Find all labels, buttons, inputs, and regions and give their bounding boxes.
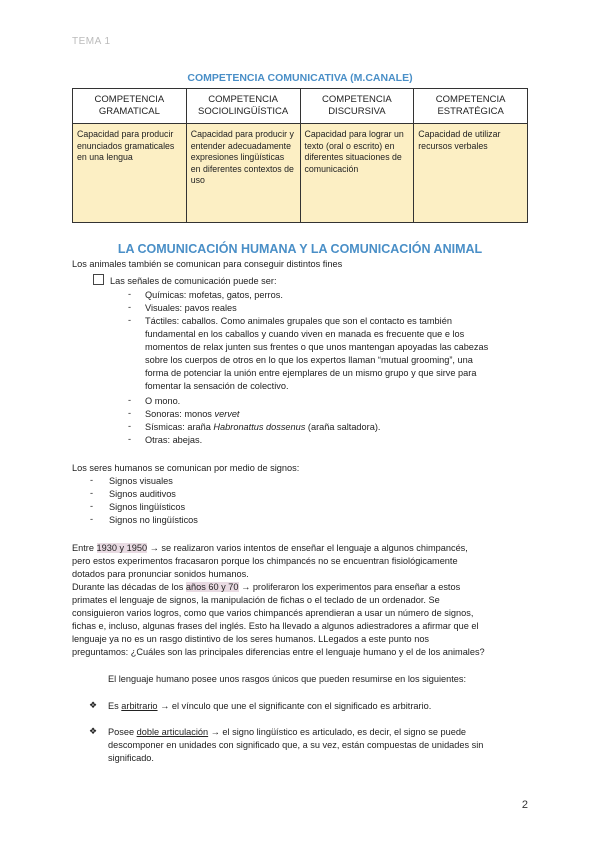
list-item-tactiles: Táctiles: caballos. Como animales grupales que son el contacto es también fundamental en los caballos y cuando viven en manada es frecuente que e los momentos de relax junten sus frentes o que unos mantengan apoyadas las cabezas sobre los cuerpos de otros en lo que los expertos llaman “mutual grooming”, una forma de potenciar la unión entre ejemplares de un mismo grupo y que sirve para fomentar la sensación de colectivo. xyxy=(145,316,489,391)
table-header-cell: COMPETENCIA DISCURSIVA xyxy=(300,89,414,124)
competence-table-title: COMPETENCIA COMUNICATIVA (M.CANALE) xyxy=(187,72,413,84)
table-cell: Capacidad de utilizar recursos verbales xyxy=(414,124,528,223)
list-bullet: - xyxy=(128,434,132,444)
paragraph-60s: Durante las décadas de los años 60 y 70 → proliferaron los experimentos para enseñar a estos primates el lenguaje de signos, la manipulación de fichas o el teclado de un ordenador. Se consiguieron varios logros, como que varios chimpancés aprendieran a usar un número de signos, fichas e, incluso, algunas frases del inglés. Esto ha llevado a algunos adiestradores a afirmar que el lenguaje ya no es un rasgo distintivo de los seres humanos. LLegados a este punto nos preguntamos: ¿Cuáles son las principales diferencias entre el lenguaje humano y el de los animales? xyxy=(72,582,485,657)
checkbox[interactable] xyxy=(93,274,104,285)
table-header-cell: COMPETENCIA GRAMATICAL xyxy=(73,89,187,124)
list-bullet: - xyxy=(128,315,132,325)
intro-text: Los animales también se comunican para conseguir distintos fines xyxy=(72,259,343,269)
list-bullet: - xyxy=(128,421,132,431)
list-item: O mono. xyxy=(145,396,181,406)
list-bullet: - xyxy=(128,395,132,405)
highlight: 1930 y 1950 xyxy=(96,543,148,553)
page-number: 2 xyxy=(521,799,528,811)
paragraph-1930: Entre 1930 y 1950 → se realizaron varios intentos de enseñar el lenguaje a algunos chimpancés, pero estos experimentos fracasaron porque los chimpancés no se encuentran fisiológicamente dotados para pronunciar sonidos humanos. xyxy=(72,543,468,579)
rasgos-intro: El lenguaje humano posee unos rasgos únicos que pueden resumirse en los siguientes: xyxy=(108,674,467,684)
checkbox-item[interactable] xyxy=(93,274,277,288)
list-bullet: - xyxy=(90,501,94,511)
list-bullet: - xyxy=(128,302,132,312)
table-header-cell: COMPETENCIA ESTRATÉGICA xyxy=(414,89,528,124)
list-item: Signos auditivos xyxy=(109,489,176,499)
highlight: años 60 y 70 xyxy=(185,582,239,592)
competence-table xyxy=(72,88,528,223)
checkbox-label: Las señales de comunicación puede ser: xyxy=(110,276,277,286)
list-item: Químicas: mofetas, gatos, perros. xyxy=(145,290,283,300)
table-cell: Capacidad para lograr un texto (oral o escrito) en diferentes situaciones de comunicación xyxy=(300,124,414,223)
list-bullet: - xyxy=(90,488,94,498)
table-header-row xyxy=(73,89,528,124)
rasgo-arbitrario: Es arbitrario → el vínculo que une el significante con el significado es arbitrario. xyxy=(108,701,432,711)
list-item: Otras: abejas. xyxy=(145,435,203,445)
table-cell: Capacidad para producir y entender adecuadamente expresiones lingüísticas en diferentes contextos de uso xyxy=(186,124,300,223)
list-item: Signos no lingüísticos xyxy=(109,515,198,525)
page-header: TEMA 1 xyxy=(72,36,111,47)
section-title: LA COMUNICACIÓN HUMANA Y LA COMUNICACIÓN ANIMAL xyxy=(117,242,483,256)
list-bullet: - xyxy=(90,475,94,485)
list-item: Signos lingüísticos xyxy=(109,502,186,512)
list-bullet: - xyxy=(90,514,94,524)
humans-intro: Los seres humanos se comunican por medio de signos: xyxy=(72,463,300,473)
table-header-cell: COMPETENCIA SOCIOLINGÜÍSTICA xyxy=(186,89,300,124)
diamond-bullet-icon: ❖ xyxy=(89,726,98,736)
list-bullet: - xyxy=(128,408,132,418)
table-body-row xyxy=(73,124,528,223)
table-cell: Capacidad para producir enunciados gramaticales en una lengua xyxy=(73,124,187,223)
rasgo-doble-articulacion: Posee doble articulación → el signo lingüístico es articulado, es decir, el signo se puede descomponer en unidades con significado que, a su vez, están compuestas de unidades sin significado. xyxy=(108,727,484,763)
diamond-bullet-icon: ❖ xyxy=(89,700,98,710)
list-bullet: - xyxy=(128,289,132,299)
list-item: Signos visuales xyxy=(109,476,173,486)
list-item: Sonoras: monos vervet xyxy=(145,409,240,419)
list-item: Visuales: pavos reales xyxy=(145,303,237,313)
list-item: Sísmicas: araña Habronattus dossenus (araña saltadora). xyxy=(145,422,381,432)
